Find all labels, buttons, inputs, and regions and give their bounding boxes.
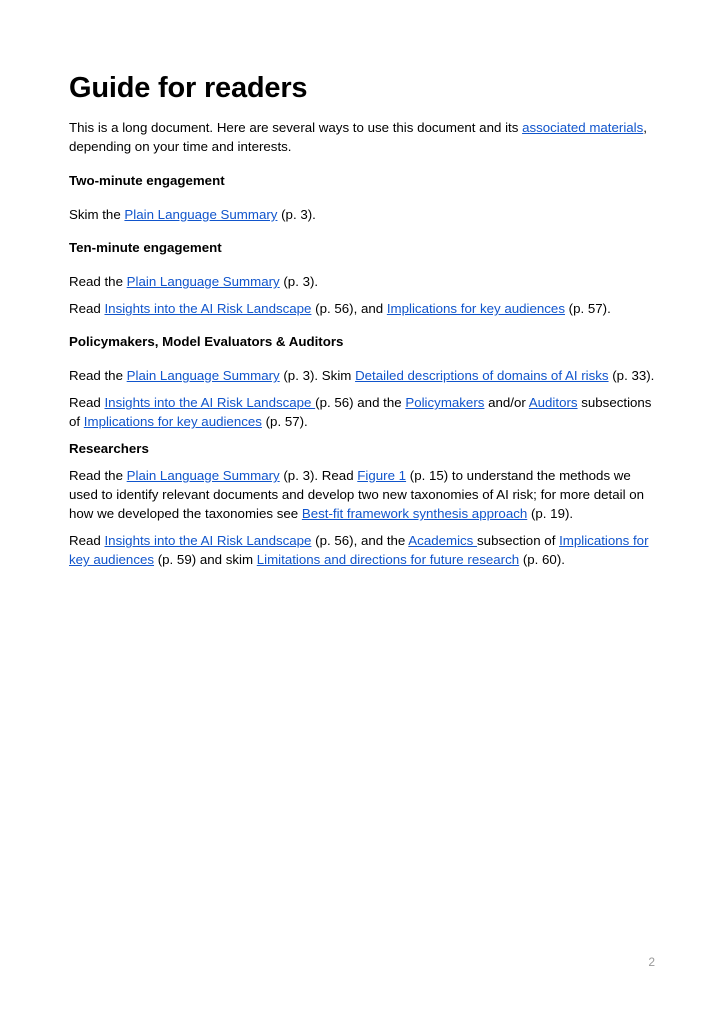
text-run: (p. 59) and skim <box>154 552 257 567</box>
text-run: (p. 56) and the <box>315 395 406 410</box>
two-minute-paragraph <box>69 205 659 224</box>
text-run: subsection of <box>477 533 560 548</box>
insights-ai-risk-landscape-link[interactable]: Insights into the AI Risk Landscape <box>104 301 312 316</box>
detailed-descriptions-domains-link[interactable]: Detailed descriptions of domains of AI risks <box>355 368 609 383</box>
implications-key-audiences-link[interactable]: Implications for key audiences <box>386 301 565 316</box>
auditors-link[interactable]: Auditors <box>528 395 578 410</box>
text-run: (p. 57). <box>261 414 308 429</box>
implications-key-audiences-link[interactable]: Implications for key audiences <box>83 414 262 429</box>
text-run: (p. 3). <box>279 274 319 289</box>
policymakers-paragraph-1 <box>69 366 659 385</box>
limitations-future-research-link[interactable]: Limitations and directions for future research <box>256 552 520 567</box>
best-fit-framework-link[interactable]: Best-fit framework synthesis approach <box>301 506 528 521</box>
intro-text: , depending on your time and interests. <box>69 120 647 154</box>
text-run: (p. 3). <box>277 207 316 222</box>
text-run: Read the <box>69 274 127 289</box>
section-heading-policymakers: Policymakers, Model Evaluators & Auditors <box>69 334 344 349</box>
text-run: Read the <box>69 368 127 383</box>
text-run: Skim the <box>69 207 125 222</box>
section-heading-researchers: Researchers <box>69 441 149 456</box>
text-run: Read the <box>69 468 127 483</box>
text-run: Read <box>69 301 105 316</box>
document-content <box>69 70 659 569</box>
text-run: (p. 56), and <box>311 301 387 316</box>
text-run: (p. 3). Read <box>279 468 358 483</box>
associated-materials-link[interactable]: associated materials <box>522 120 644 135</box>
plain-language-summary-link[interactable]: Plain Language Summary <box>124 207 278 222</box>
section-heading-ten-minute: Ten-minute engagement <box>69 240 222 255</box>
insights-ai-risk-landscape-link[interactable]: Insights into the AI Risk Landscape <box>104 395 316 410</box>
text-run: (p. 57). <box>564 301 611 316</box>
intro-text: This is a long document. Here are several ways to use this document and its <box>69 120 523 135</box>
insights-ai-risk-landscape-link[interactable]: Insights into the AI Risk Landscape <box>104 533 312 548</box>
page-title: Guide for readers <box>69 72 308 104</box>
researchers-paragraph-2 <box>69 531 659 569</box>
intro-paragraph <box>69 118 659 156</box>
text-run: Read <box>69 395 105 410</box>
researchers-paragraph-1 <box>69 466 659 523</box>
figure-1-link[interactable]: Figure 1 <box>357 468 407 483</box>
academics-link[interactable]: Academics <box>408 533 478 548</box>
implications-key-audiences-link[interactable]: Implications for key audiences <box>69 533 649 567</box>
text-run: (p. 56), and the <box>311 533 409 548</box>
text-run: (p. 3). Skim <box>279 368 356 383</box>
page-number: 2 <box>648 955 655 969</box>
ten-minute-paragraph-1 <box>69 272 659 291</box>
text-run: (p. 33). <box>608 368 655 383</box>
text-run: and/or <box>484 395 529 410</box>
text-run: (p. 15) to understand the methods we used to identify relevant documents and develop two new taxonomies of AI risk; for more detail on how we developed the taxonomies see <box>69 468 645 521</box>
plain-language-summary-link[interactable]: Plain Language Summary <box>126 368 280 383</box>
plain-language-summary-link[interactable]: Plain Language Summary <box>126 468 280 483</box>
plain-language-summary-link[interactable]: Plain Language Summary <box>126 274 280 289</box>
text-run: Read <box>69 533 105 548</box>
text-run: subsections of <box>69 395 652 429</box>
text-run: (p. 60). <box>519 552 565 567</box>
section-heading-two-minute: Two-minute engagement <box>69 173 225 188</box>
text-run: (p. 19). <box>527 506 574 521</box>
policymakers-paragraph-2 <box>69 393 659 431</box>
ten-minute-paragraph-2 <box>69 299 659 318</box>
policymakers-link[interactable]: Policymakers <box>405 395 485 410</box>
